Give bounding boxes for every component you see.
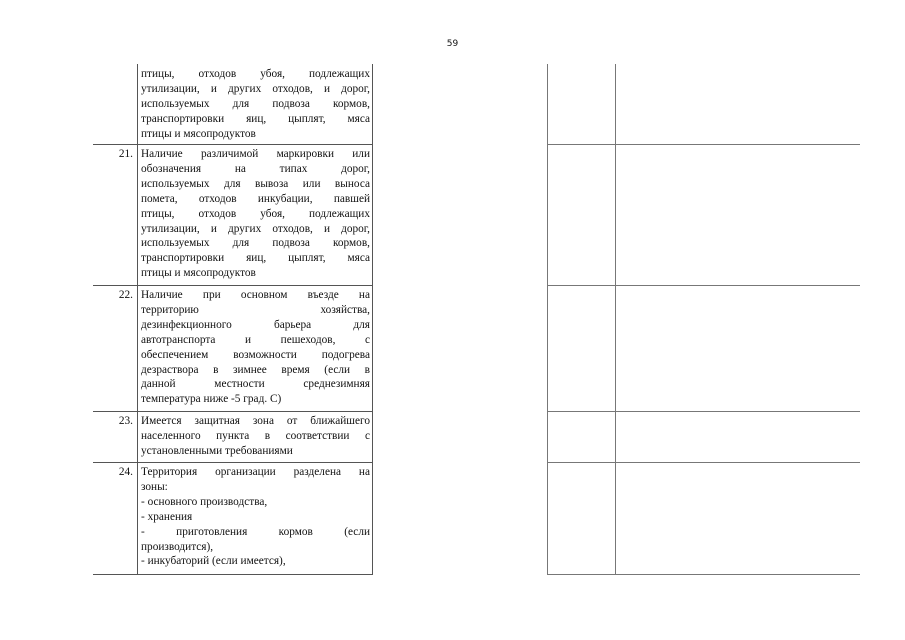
answer-columns xyxy=(547,64,860,575)
row-number: 23. xyxy=(118,415,133,427)
text-line: используемых для подвоза кормов, xyxy=(141,237,370,250)
table-row xyxy=(93,286,373,412)
text-line: помета, отходов инкубации, павшей xyxy=(141,192,370,205)
answer-row xyxy=(547,64,860,145)
text-line: территорию хозяйства, xyxy=(141,303,370,316)
row-number: 24. xyxy=(118,466,133,478)
text-line: данной местности среднезимняя xyxy=(141,378,370,391)
text-line: - основного производства, xyxy=(141,495,268,508)
row-requirement-text xyxy=(137,64,373,144)
row-number: 22. xyxy=(118,289,133,301)
answer-cell xyxy=(547,412,616,462)
table-row xyxy=(93,463,373,575)
answer-row xyxy=(547,463,860,575)
text-line: птицы, отходов убоя, подлежащих xyxy=(141,68,370,80)
text-line: птицы, отходов убоя, подлежащих xyxy=(141,207,370,220)
row-number: 21. xyxy=(118,148,133,160)
text-line: утилизации, и других отходов, и дорог, xyxy=(141,222,370,235)
table-row xyxy=(93,412,373,463)
answer-row xyxy=(547,286,860,412)
text-line: - приготовления кормов (если xyxy=(141,525,370,538)
text-line: Наличие при основном въезде на xyxy=(141,289,370,301)
checklist-table xyxy=(93,64,373,575)
text-line: зоны: xyxy=(141,480,168,493)
page-number: 59 xyxy=(446,39,459,49)
note-cell xyxy=(616,463,860,574)
table-row xyxy=(93,145,373,286)
row-requirement-text xyxy=(137,412,373,462)
row-requirement-text xyxy=(137,463,373,574)
text-line: населенного пункта в соответствии с xyxy=(141,429,370,442)
note-cell xyxy=(616,64,860,144)
row-requirement-text xyxy=(137,286,373,411)
text-line: обеспечением возможности подогрева xyxy=(141,348,370,361)
text-line: производится), xyxy=(141,540,214,553)
text-line: дезинфекционного барьера для xyxy=(141,318,370,331)
note-cell xyxy=(616,286,860,411)
row-requirement-text xyxy=(137,145,373,285)
note-cell xyxy=(616,145,860,285)
row-number xyxy=(93,64,137,144)
text-line: Имеется защитная зона от ближайшего xyxy=(141,415,370,427)
text-line: Территория организации разделена на xyxy=(141,466,370,478)
text-line: - хранения xyxy=(141,510,193,523)
answer-row xyxy=(547,145,860,286)
text-line: транспортировки яиц, цыплят, мяса xyxy=(141,252,370,265)
text-line: птицы и мясопродуктов xyxy=(141,127,256,140)
text-line: обозначения на типах дорог, xyxy=(141,162,370,175)
note-cell xyxy=(616,412,860,462)
text-line: - инкубаторий (если имеется), xyxy=(141,555,286,568)
answer-cell xyxy=(547,64,616,144)
text-line: птицы и мясопродуктов xyxy=(141,267,256,280)
answer-cell xyxy=(547,463,616,574)
answer-row xyxy=(547,412,860,463)
text-line: используемых для подвоза кормов, xyxy=(141,97,370,110)
text-line: используемых для вывоза или выноса xyxy=(141,177,370,190)
text-line: температура ниже -5 град. С) xyxy=(141,393,282,406)
text-line: транспортировки яиц, цыплят, мяса xyxy=(141,112,370,125)
text-line: автотранспорта и пешеходов, с xyxy=(141,333,370,346)
table-row xyxy=(93,64,373,145)
answer-cell xyxy=(547,286,616,411)
text-line: утилизации, и других отходов, и дорог, xyxy=(141,82,370,95)
text-line: Наличие различимой маркировки или xyxy=(141,148,370,160)
text-line: установленными требованиями xyxy=(141,444,293,457)
text-line: дезраствора в зимнее время (если в xyxy=(141,363,370,376)
answer-cell xyxy=(547,145,616,285)
